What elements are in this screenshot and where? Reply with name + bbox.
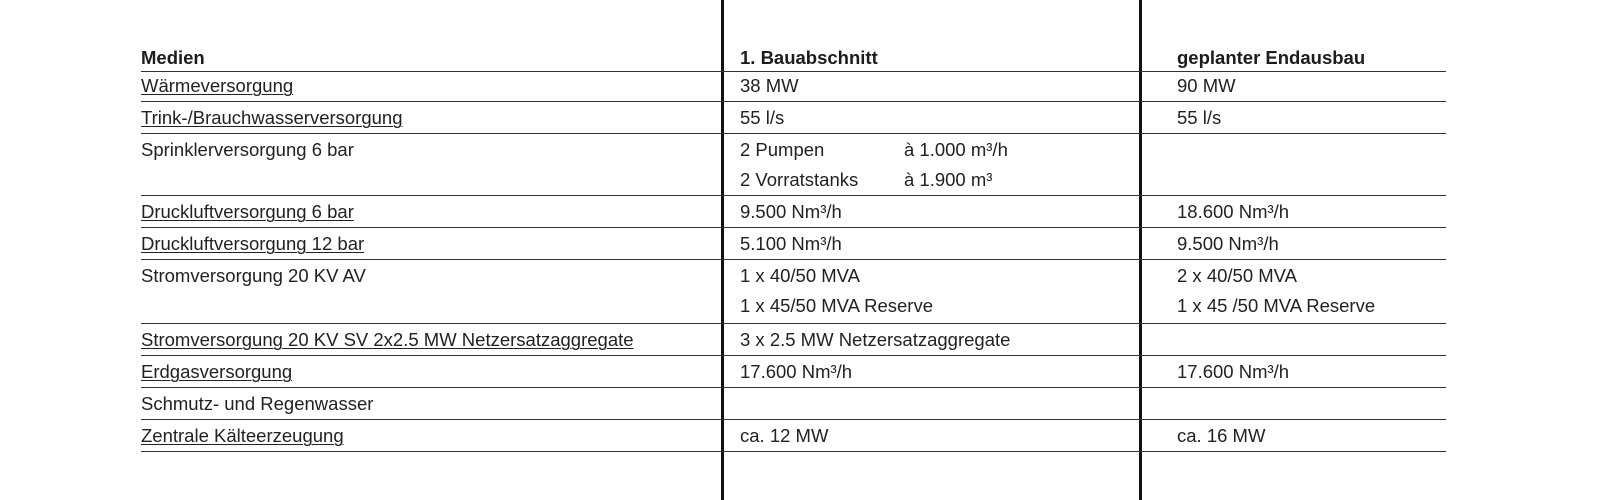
- endausbau-value: [1177, 261, 1375, 321]
- sub-line: 2 x 40/50 MVA: [1177, 265, 1297, 286]
- sub-line: [740, 135, 1008, 165]
- medium-label: Trink-/Brauchwasserversorgung: [141, 107, 403, 128]
- sub-value: à 1.900 m³: [904, 169, 993, 190]
- header-endausbau: geplanter Endausbau: [1177, 47, 1366, 68]
- bauabschnitt-value: 55 l/s: [740, 107, 785, 128]
- sub-line: 1 x 40/50 MVA: [740, 265, 860, 286]
- header-bauabschnitt: 1. Bauabschnitt: [740, 47, 878, 68]
- endausbau-value: 18.600 Nm³/h: [1177, 201, 1290, 222]
- table-row: [141, 325, 1446, 356]
- table-row: [141, 135, 1446, 196]
- table-row: [141, 103, 1446, 134]
- sub-line: 1 x 45 /50 MVA Reserve: [1177, 295, 1376, 316]
- medium-label: Stromversorgung 20 KV SV 2x2.5 MW Netzersatzaggregate: [141, 329, 634, 350]
- medium-label: Sprinklerversorgung 6 bar: [141, 139, 354, 160]
- medium-label: Wärmeversorgung: [141, 75, 294, 96]
- medium-label: Druckluftversorgung 6 bar: [141, 201, 354, 222]
- sub-value: à 1.000 m³/h: [904, 139, 1008, 160]
- table-row: [141, 71, 1446, 102]
- bauabschnitt-value: 38 MW: [740, 75, 799, 96]
- table-row: [141, 389, 1446, 420]
- bauabschnitt-value: ca. 12 MW: [740, 425, 829, 446]
- endausbau-value: 55 l/s: [1177, 107, 1222, 128]
- table-row: [141, 197, 1446, 228]
- bauabschnitt-value: 9.500 Nm³/h: [740, 201, 842, 222]
- bauabschnitt-value: 3 x 2.5 MW Netzersatzaggregate: [740, 329, 1011, 350]
- sub-item: 2 Pumpen: [740, 139, 825, 160]
- table-row: [141, 421, 1446, 452]
- sub-line: [740, 165, 1008, 195]
- table-row: [141, 261, 1446, 324]
- header-medien: Medien: [141, 47, 205, 68]
- bauabschnitt-value: [740, 261, 933, 321]
- medium-label: Druckluftversorgung 12 bar: [141, 233, 365, 254]
- endausbau-value: ca. 16 MW: [1177, 425, 1266, 446]
- table-header-row: [141, 44, 1446, 72]
- table-row: [141, 229, 1446, 260]
- medium-label: Erdgasversorgung: [141, 361, 293, 382]
- medium-label: Schmutz- und Regenwasser: [141, 393, 374, 414]
- endausbau-value: 90 MW: [1177, 75, 1236, 96]
- endausbau-value: 9.500 Nm³/h: [1177, 233, 1279, 254]
- sub-line: 1 x 45/50 MVA Reserve: [740, 295, 933, 316]
- endausbau-value: 17.600 Nm³/h: [1177, 361, 1290, 382]
- bauabschnitt-value: [740, 135, 1008, 195]
- bauabschnitt-value: 5.100 Nm³/h: [740, 233, 842, 254]
- table-row: [141, 357, 1446, 388]
- sub-item: 2 Vorratstanks: [740, 169, 859, 190]
- bauabschnitt-value: 17.600 Nm³/h: [740, 361, 853, 382]
- medium-label: Stromversorgung 20 KV AV: [141, 265, 366, 286]
- medium-label: Zentrale Kälteerzeugung: [141, 425, 344, 446]
